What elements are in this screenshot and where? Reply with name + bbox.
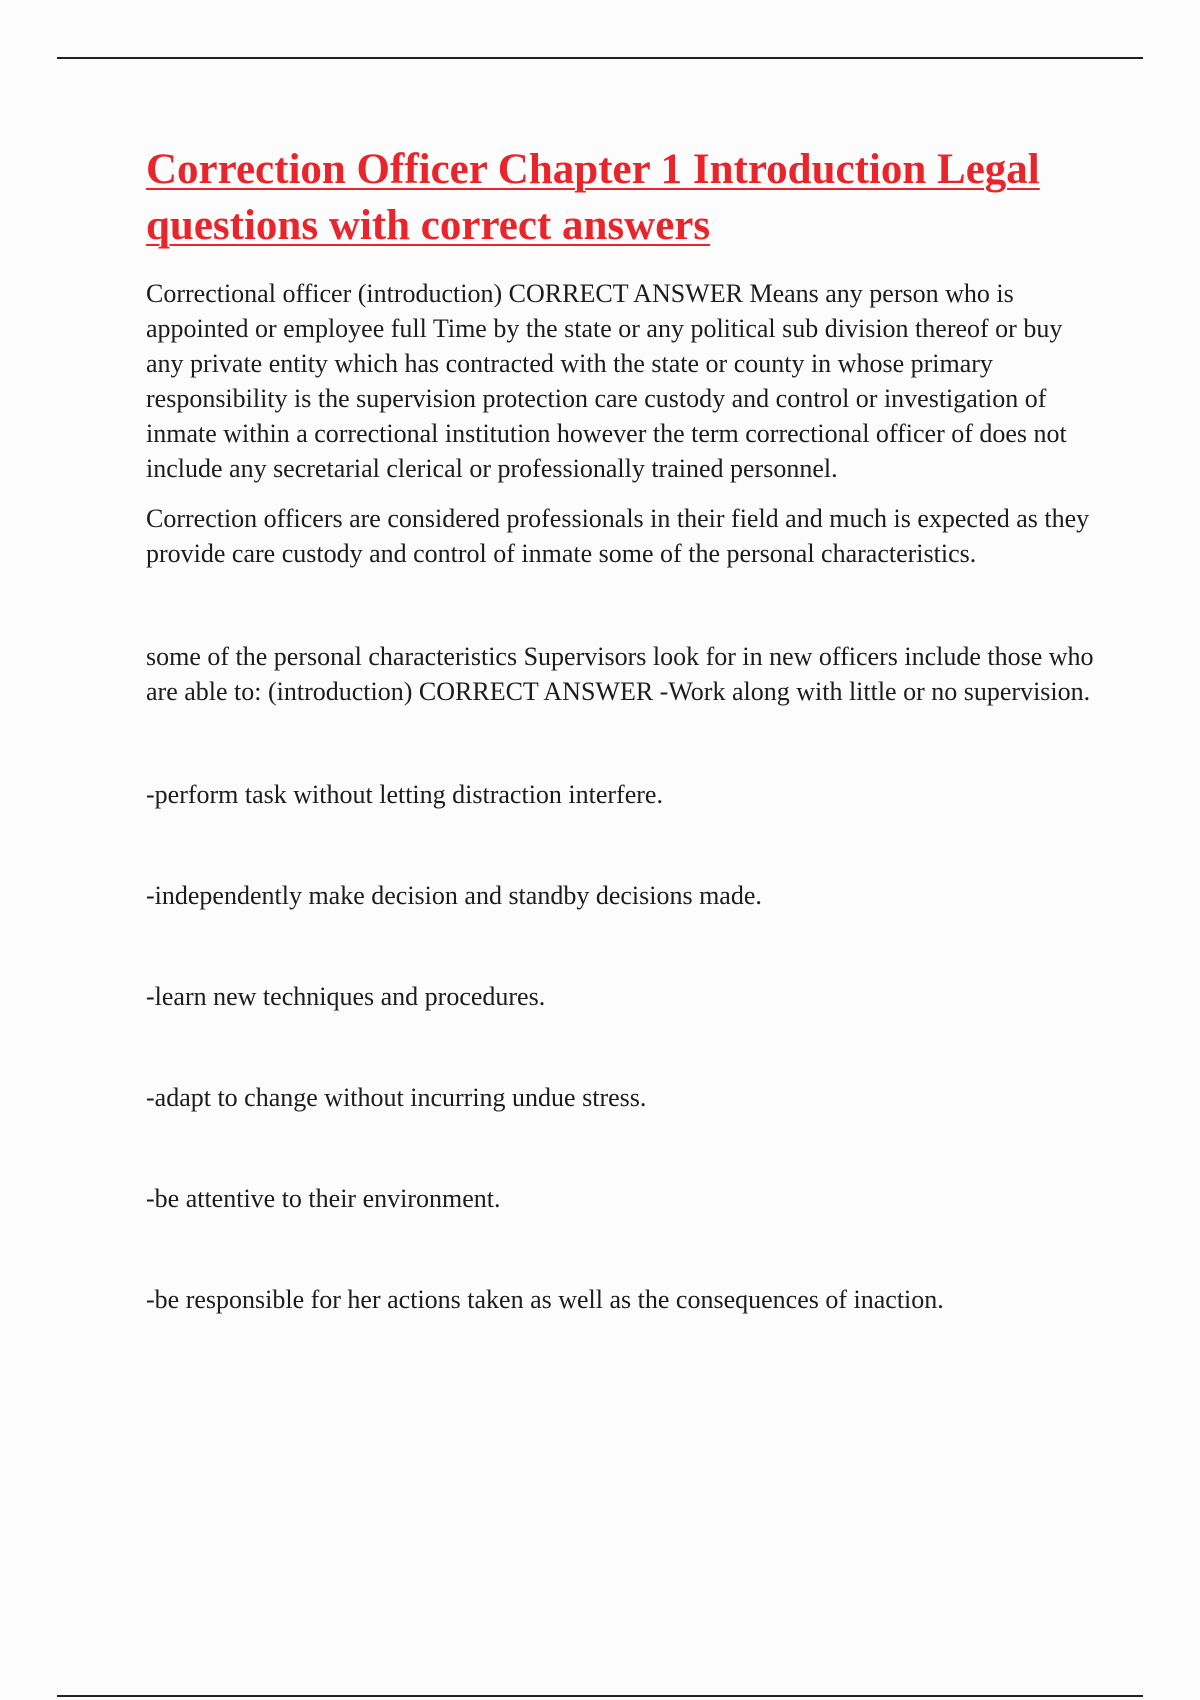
list-item: -learn new techniques and procedures. xyxy=(146,982,546,1011)
document-content xyxy=(146,142,1096,1317)
document-title: Correction Officer Chapter 1 Introduction Legal questions with correct answers xyxy=(146,146,1040,249)
list-item: -be responsible for her actions taken as well as the consequences of inaction. xyxy=(146,1285,944,1314)
paragraph-definition: Correctional officer (introduction) CORRECT ANSWER Means any person who is appointed or employee full Time by the state or any political sub division thereof or buy any private entity which has contracted with the state or county in whose primary responsibility is the supervision protection care custody and control or investigation of inmate within a correctional institution however the term correctional officer of does not include any secretarial clerical or professionally trained personnel. xyxy=(146,279,1067,483)
list-item: -be attentive to their environment. xyxy=(146,1184,501,1213)
paragraph-characteristics: some of the personal characteristics Supervisors look for in new officers include those who are able to: (introduction) CORRECT ANSWER -Work along with little or no supervision. xyxy=(146,642,1094,706)
top-rule xyxy=(57,57,1143,59)
list-item: -adapt to change without incurring undue stress. xyxy=(146,1083,647,1112)
list-item: -perform task without letting distraction interfere. xyxy=(146,780,663,809)
bottom-rule xyxy=(57,1695,1143,1697)
paragraph-professionals: Correction officers are considered professionals in their field and much is expected as they provide care custody and control of inmate some of the personal characteristics. xyxy=(146,504,1090,568)
list-item: -independently make decision and standby decisions made. xyxy=(146,881,762,910)
